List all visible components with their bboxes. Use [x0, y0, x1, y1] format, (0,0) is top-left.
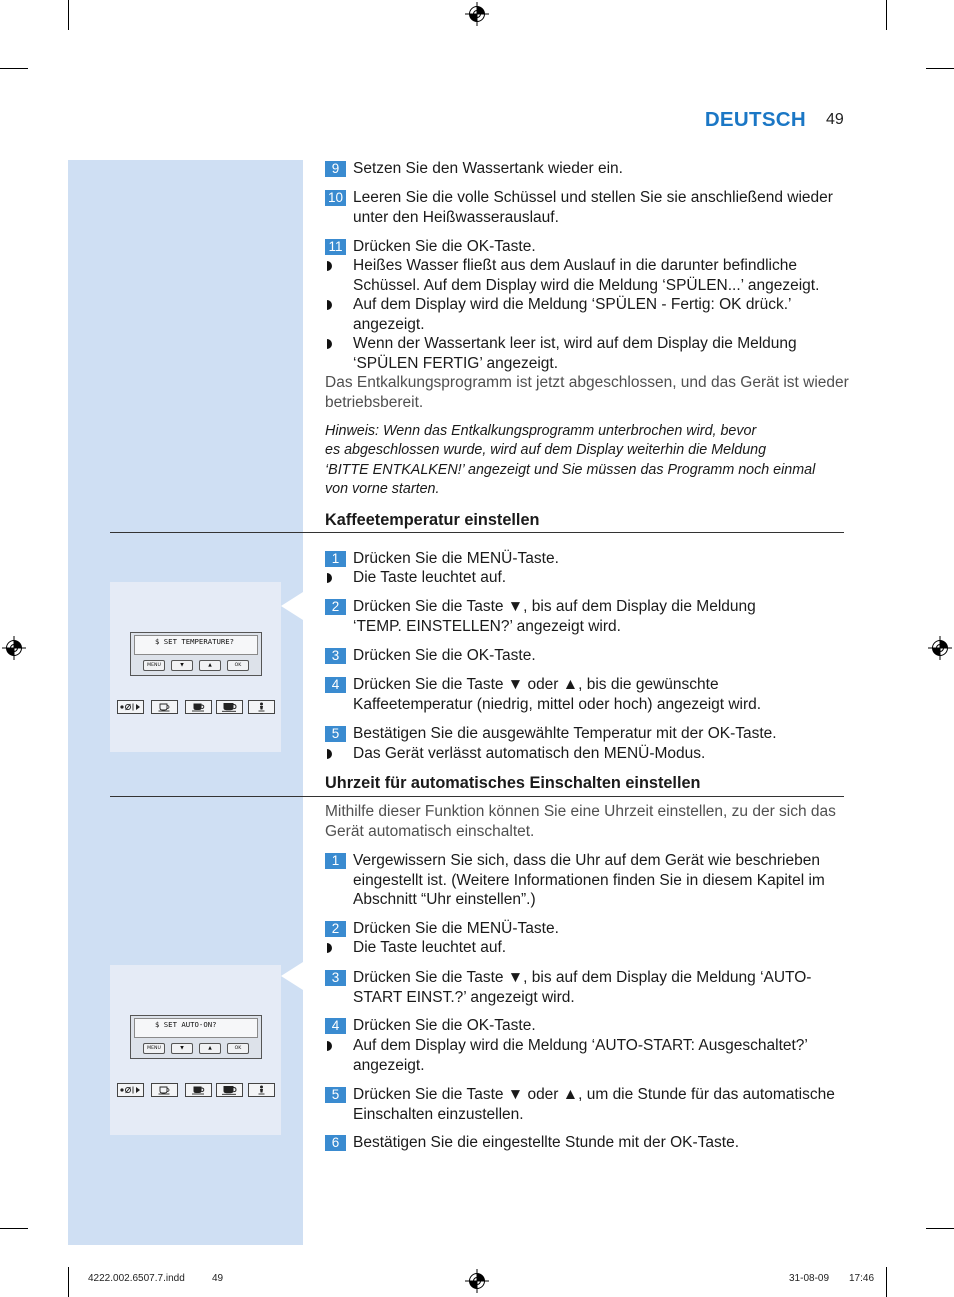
large-cup-icon	[216, 1083, 243, 1097]
step-text: Drücken Sie die Taste ▼, bis auf dem Display die Meldung ‘TEMP. EINSTELLEN?’ angezeigt wird.	[353, 598, 756, 635]
display-screen-text: $ SET TEMPERATURE?	[134, 635, 258, 655]
registration-mark-icon	[2, 636, 26, 660]
display-ok-button: OK	[227, 660, 249, 671]
crop-mark	[926, 1228, 954, 1229]
callout-pointer	[281, 962, 303, 990]
bullet-icon	[327, 1041, 332, 1051]
section-divider	[110, 532, 844, 533]
bullet-text: Auf dem Display wird die Meldung ‘SPÜLEN - Fertig: OK drück.’ angezeigt.	[353, 296, 792, 333]
step-text: Vergewissern Sie sich, dass die Uhr auf dem Gerät wie beschrieben eingestellt ist. (Weitere Informationen finden Sie in diesem Kapitel im Abschnitt “Uhr einstellen”.)	[353, 852, 825, 909]
step-number-badge: 4	[325, 677, 346, 693]
step-number-badge: 6	[325, 1135, 346, 1151]
step-text: Drücken Sie die Taste ▼, bis auf dem Display die Meldung ‘AUTO- START EINST.?’ angezeigt wird.	[353, 969, 812, 1006]
step-number-badge: 2	[325, 921, 346, 937]
autostart-illustration-panel	[110, 965, 281, 1135]
step-text: Bestätigen Sie die ausgewählte Temperatur mit der OK-Taste.	[353, 725, 777, 742]
aroma-strength-icon	[117, 700, 144, 714]
footer-date: 31-08-09	[789, 1273, 830, 1284]
step-number-badge: 5	[325, 1087, 346, 1103]
step-text: Drücken Sie die OK-Taste.	[353, 1017, 536, 1034]
bullet-text: Die Taste leuchtet auf.	[353, 569, 507, 586]
display-menu-button: MENU	[143, 660, 165, 671]
footer-file-name: 4222.002.6507.7.indd	[88, 1273, 185, 1284]
bullet-text: Das Gerät verlässt automatisch den MENÜ-Modus.	[353, 745, 706, 762]
footer-time: 17:46	[849, 1273, 875, 1284]
bullet-text: Auf dem Display wird die Meldung ‘AUTO-START: Ausgeschaltet?’ angezeigt.	[353, 1037, 808, 1074]
bullet-text: Wenn der Wassertank leer ist, wird auf dem Display die Meldung ‘SPÜLEN FERTIG’ angezeigt.	[353, 335, 797, 372]
aroma-strength-icon	[117, 1083, 144, 1097]
crop-mark	[886, 0, 887, 30]
page-number: 49	[826, 111, 844, 128]
section-heading-autostart: Uhrzeit für automatisches Einschalten einstellen	[325, 774, 701, 792]
crop-mark	[0, 1228, 28, 1229]
bullet-icon	[327, 943, 332, 953]
display-menu-button: MENU	[143, 1043, 165, 1054]
bullet-icon	[327, 339, 332, 349]
temperature-illustration-panel	[110, 582, 281, 752]
step-number-badge: 9	[325, 161, 346, 177]
display-screen-text: $ SET AUTO-ON?	[134, 1018, 258, 1038]
step-number-badge: 3	[325, 970, 346, 986]
step-text: Leeren Sie die volle Schüssel und stellen Sie sie anschließend wieder unter den Heißwasserauslauf.	[353, 189, 833, 226]
step-text: Drücken Sie die Taste ▼ oder ▲, bis die gewünschte Kaffeetemperatur (niedrig, mittel oder hoch) angezeigt wird.	[353, 676, 762, 713]
info-paragraph: Das Entkalkungsprogramm ist jetzt abgeschlossen, und das Gerät ist wieder betriebsbereit.	[325, 374, 849, 411]
callout-pointer	[281, 592, 303, 620]
step-text: Drücken Sie die MENÜ-Taste.	[353, 550, 559, 567]
registration-mark-icon	[928, 636, 952, 660]
machine-display	[130, 1015, 262, 1059]
bullet-icon	[327, 261, 332, 271]
small-cup-icon	[151, 1083, 178, 1097]
step-text: Drücken Sie die MENÜ-Taste.	[353, 920, 559, 937]
display-ok-button: OK	[227, 1043, 249, 1054]
bullet-icon	[327, 573, 332, 583]
step-text: Drücken Sie die OK-Taste.	[353, 647, 536, 664]
registration-mark-icon	[465, 1269, 489, 1293]
display-down-button: ▼	[171, 660, 193, 671]
intro-paragraph: Mithilfe dieser Funktion können Sie eine Uhrzeit einstellen, zu der sich das Gerät automatisch einschaltet.	[325, 803, 836, 840]
display-up-button: ▲	[199, 660, 221, 671]
medium-cup-icon	[185, 1083, 212, 1097]
large-cup-icon	[216, 700, 243, 714]
step-number-badge: 11	[325, 239, 346, 255]
step-text: Bestätigen Sie die eingestellte Stunde mit der OK-Taste.	[353, 1134, 739, 1151]
bullet-text: Heißes Wasser fließt aus dem Auslauf in die darunter befindliche Schüssel. Auf dem Display wird die Meldung ‘SPÜLEN...’ angezeigt.	[353, 257, 820, 294]
machine-display	[130, 632, 262, 676]
medium-cup-icon	[185, 700, 212, 714]
step-number-badge: 1	[325, 853, 346, 869]
section-divider	[110, 796, 844, 797]
small-cup-icon	[151, 700, 178, 714]
step-text: Drücken Sie die OK-Taste.	[353, 238, 536, 255]
hot-water-icon	[248, 1083, 275, 1097]
crop-mark	[926, 68, 954, 69]
step-number-badge: 10	[325, 190, 346, 206]
registration-mark-icon	[465, 2, 489, 26]
display-down-button: ▼	[171, 1043, 193, 1054]
section-heading-temperature: Kaffeetemperatur einstellen	[325, 511, 540, 529]
step-number-badge: 1	[325, 551, 346, 567]
note-paragraph: Hinweis: Wenn das Entkalkungsprogramm unterbrochen wird, bevor es abgeschlossen wurde, wird auf dem Display weiterhin die Meldung ‘BITTE ENTKALKEN!’ angezeigt und Sie müssen das Programm noch einmal von vorne starten.	[325, 423, 816, 498]
step-number-badge: 2	[325, 599, 346, 615]
step-number-badge: 3	[325, 648, 346, 664]
crop-mark	[68, 1267, 69, 1297]
bullet-icon	[327, 749, 332, 759]
step-number-badge: 5	[325, 726, 346, 742]
display-up-button: ▲	[199, 1043, 221, 1054]
step-text: Drücken Sie die Taste ▼ oder ▲, um die Stunde für das automatische Einschalten einzustellen.	[353, 1086, 835, 1123]
step-text: Setzen Sie den Wassertank wieder ein.	[353, 160, 623, 177]
crop-mark	[68, 0, 69, 30]
crop-mark	[886, 1267, 887, 1297]
hot-water-icon	[248, 700, 275, 714]
bullet-text: Die Taste leuchtet auf.	[353, 939, 507, 956]
language-header: DEUTSCH	[704, 108, 806, 131]
step-number-badge: 4	[325, 1018, 346, 1034]
crop-mark	[0, 68, 28, 69]
bullet-icon	[327, 300, 332, 310]
footer-file-page: 49	[212, 1273, 224, 1284]
